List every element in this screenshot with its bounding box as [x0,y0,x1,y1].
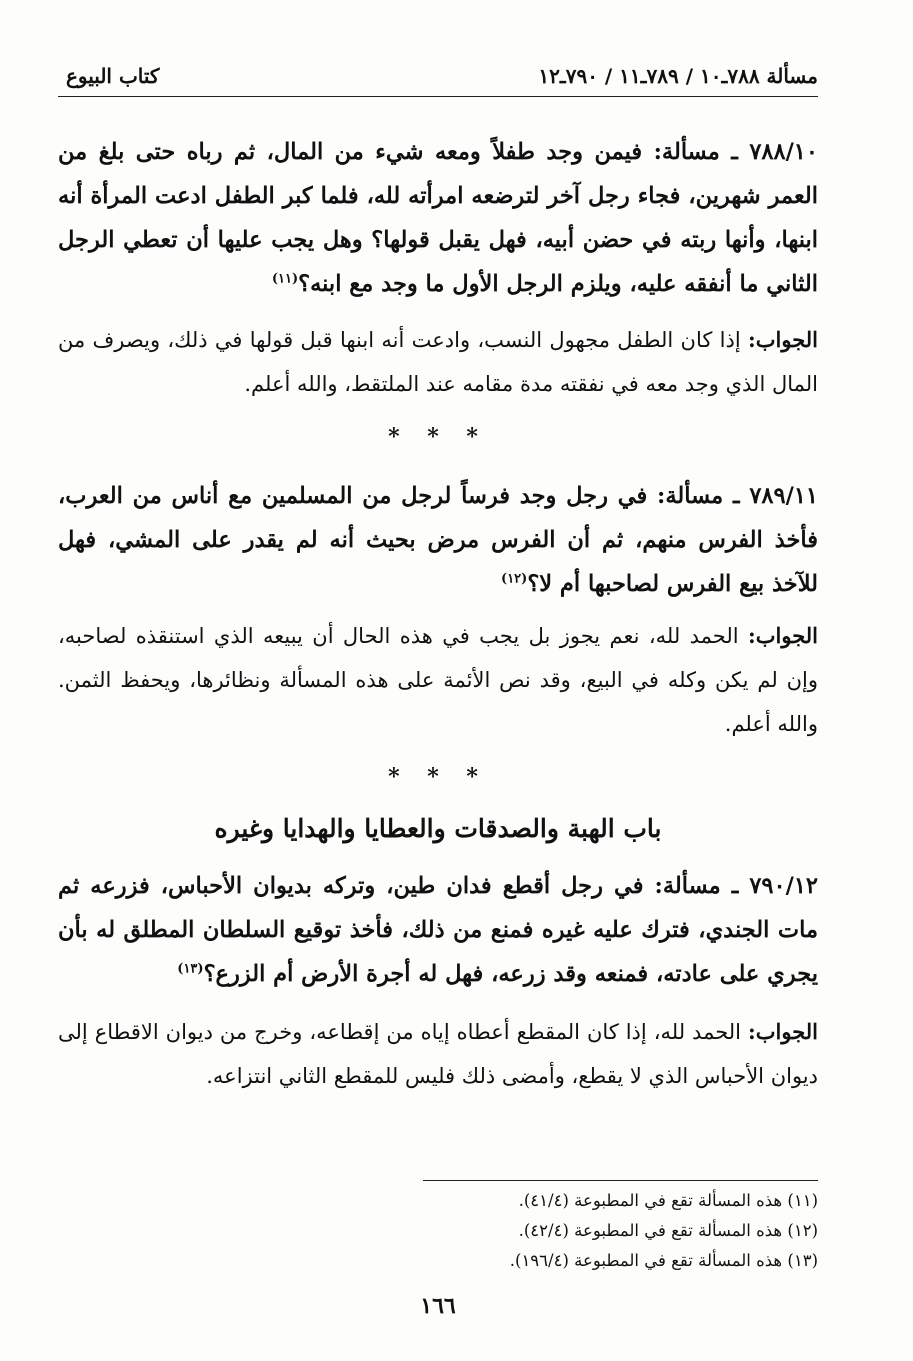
footnote-rule [423,1180,818,1181]
page-number: ١٦٦ [420,1293,456,1319]
answer-text: الحمد لله، نعم يجوز بل يجب في هذه الحال أن يبيعه الذي استنقذه لصاحبه، وإن لم يكن وكله في البيع، وقد نص الأئمة على هذه المسألة ونظائرها، ويحفظ الثمن. والله أعلم. [58,624,818,736]
issue-789-question: ٧٨٩/١١ ـ مسألة: في رجل وجد فرساً لرجل من المسلمين مع أناس من العرب، فأخذ الفرس منهم، ثم أن الفرس مرض بحيث أنه لم يقدر على المشي، فهل للآخذ بيع الفرس لصاحبها أم لا؟$^{(١٢)}$ [58,483,818,597]
footnote-13: (١٣) هذه المسألة تقع في المطبوعة (١٩٦/٤). [509,1251,818,1270]
issue-789-answer [58,614,818,746]
footnote-ref: (١٣) [177,961,204,977]
answer-text: إذا كان الطفل مجهول النسب، وادعت أنه ابنها قبل قولها في ذلك، ويصرف من المال الذي وجد معه في نفقته مدة مقامه عند الملتقط، والله أعلم. [58,328,818,396]
issue-range-header: مسألة ٧٨٨ـ١٠ / ٧٨٩ـ١١ / ٧٩٠ـ١٢ [538,64,818,88]
footnote-ref: (١٢) [501,571,528,587]
answer-label: الجواب: [747,1019,818,1044]
footnotes [510,1186,818,1276]
issue-788-answer [58,318,818,406]
issue-790-answer [58,1010,818,1098]
separator-stars: * * * [388,424,488,450]
book-page [58,0,818,1361]
issue-label: مسألة [662,873,721,899]
answer-text: الحمد لله، إذا كان المقطع أعطاه إياه من إقطاعه، وخرج من ديوان الاقطاع إلى ديوان الأحباس الذي لا يقطع، وأمضى ذلك فليس للمقطع الثاني انتزاعه. [58,1020,818,1088]
section-heading: باب الهبة والصدقات والعطايا والهدايا وغيره [214,814,662,843]
footnote-12: (١٢) هذه المسألة تقع في المطبوعة (٤٢/٤). [518,1221,818,1240]
question-text: في رجل أقطع فدان طين، وتركه بديوان الأحباس، فزرعه ثم مات الجندي، فترك عليه غيره فمنع من ذلك، فأخذ توقيع السلطان المطلق له بأن يجري على عادته، فمنعه وقد زرعه، فهل له أجرة الأرض أم الزرع؟ [58,873,818,987]
issue-number: ٧٩٠/١٢ [749,873,818,899]
footnote-ref: (١١) [271,271,299,287]
issue-label: مسألة [661,139,720,165]
footnote-11: (١١) هذه المسألة تقع في المطبوعة (٤١/٤). [518,1191,818,1210]
question-text: في رجل وجد فرساً لرجل من المسلمين مع أناس من العرب، فأخذ الفرس منهم، ثم أن الفرس مرض بحيث أنه لم يقدر على المشي، فهل للآخذ بيع الفرس لصاحبها أم لا؟ [58,483,818,597]
issue-790-question: ٧٩٠/١٢ ـ مسألة: في رجل أقطع فدان طين، وتركه بديوان الأحباس، فزرعه ثم مات الجندي، فترك عليه غيره فمنع من ذلك، فأخذ توقيع السلطان المطلق له بأن يجري على عادته، فمنعه وقد زرعه، فهل له أجرة الأرض أم الزرع؟$^{(١٣)}$ [58,873,818,987]
answer-label: الجواب: [748,623,818,648]
issue-number: ٧٨٨/١٠ [749,139,818,165]
separator-stars: * * * [388,764,488,790]
issue-label: مسألة [665,483,724,509]
issue-number: ٧٨٩/١١ [749,483,818,509]
running-header [58,62,818,97]
issue-788-question: ٧٨٨/١٠ ـ مسألة: فيمن وجد طفلاً ومعه شيء من المال، ثم رباه حتى بلغ من العمر شهرين، فجاء رجل آخر لترضعه امرأته لله، فلما كبر الطفل ادعت المرأة أنه ابنها، وأنها ربته في حضن أبيه، فهل يقبل قولها؟ وهل يجب عليها أن تعطي الرجل الثاني ما أنفقه عليه، ويلزم الرجل الأول ما وجد مع ابنه؟$^{(١١)}$ [58,139,818,297]
book-title-header: كتاب البيوع [66,64,160,88]
question-text: فيمن وجد طفلاً ومعه شيء من المال، ثم رباه حتى بلغ من العمر شهرين، فجاء رجل آخر لترضعه امرأته لله، فلما كبر الطفل ادعت المرأة أنه ابنها، وأنها ربته في حضن أبيه، فهل يقبل قولها؟ وهل يجب عليها أن تعطي الرجل الثاني ما أنفقه عليه، ويلزم الرجل الأول ما وجد مع ابنه؟ [58,139,818,297]
answer-label: الجواب: [748,327,818,352]
